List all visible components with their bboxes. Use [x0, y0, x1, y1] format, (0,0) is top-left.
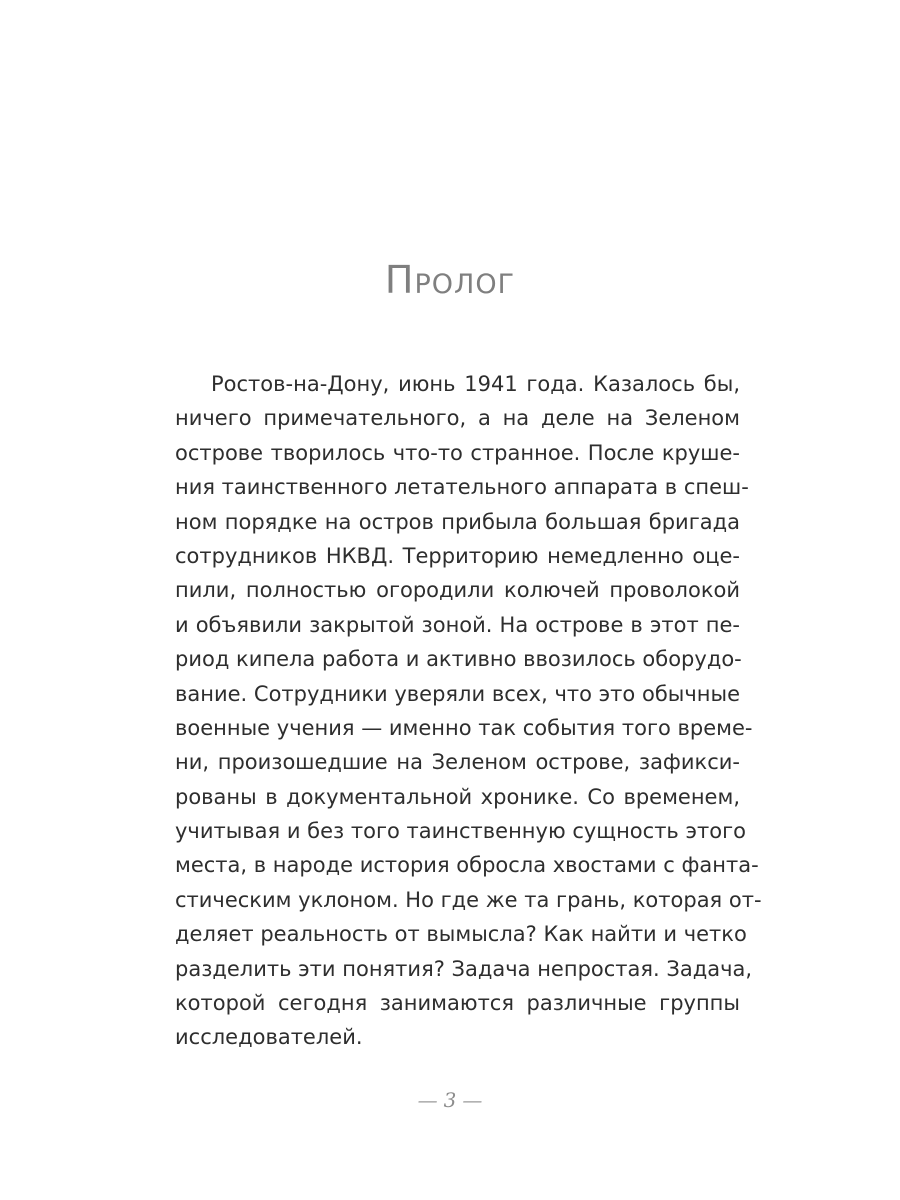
chapter-title: Пролог: [384, 258, 516, 302]
text-line: места, в народе история обросла хвостами с фанта-: [175, 853, 759, 878]
text-line: военные учения — именно так события того време-: [175, 715, 753, 740]
text-line: исследователей.: [175, 1025, 363, 1050]
text-line: пили, полностью огородили колючей проволокой: [175, 578, 740, 603]
text-line: рованы в документальной хронике. Со временем,: [175, 784, 740, 809]
page-number-dash-right: —: [462, 1088, 483, 1112]
text-line: вание. Сотрудники уверяли всех, что это обычные: [175, 681, 740, 706]
text-line: Ростов-на-Дону, июнь 1941 года. Казалось бы,: [211, 372, 740, 396]
text-line: и объявили закрытой зоной. На острове в этот пе-: [175, 612, 740, 637]
text-line: ния таинственного летательного аппарата в спеш-: [175, 475, 749, 500]
text-line: сотрудников НКВД. Территорию немедленно оце-: [175, 543, 740, 568]
prologue-paragraph: [175, 367, 762, 1055]
text-line: ни, произошедшие на Зеленом острове, зафикси-: [175, 750, 740, 775]
text-line: которой сегодня занимаются различные группы: [175, 991, 740, 1016]
page-number: 3: [443, 1088, 457, 1112]
text-line: острове творилось что-то странное. После круше-: [175, 440, 740, 465]
text-line: ном порядке на остров прибыла большая бригада: [175, 509, 740, 534]
text-line: ничего примечательного, а на деле на Зеленом: [175, 406, 740, 431]
text-line: учитывая и без того таинственную сущность этого: [175, 819, 746, 844]
page-number-dash-left: —: [417, 1088, 438, 1112]
text-line: деляет реальность от вымысла? Как найти и четко: [175, 922, 747, 947]
text-line: разделить эти понятия? Задача непростая. Задача,: [175, 956, 753, 981]
text-line: стическим уклоном. Но где же та грань, которая от-: [175, 887, 762, 912]
page-number-footer: [0, 1087, 900, 1113]
text-line: риод кипела работа и активно ввозилось оборудо-: [175, 647, 742, 672]
